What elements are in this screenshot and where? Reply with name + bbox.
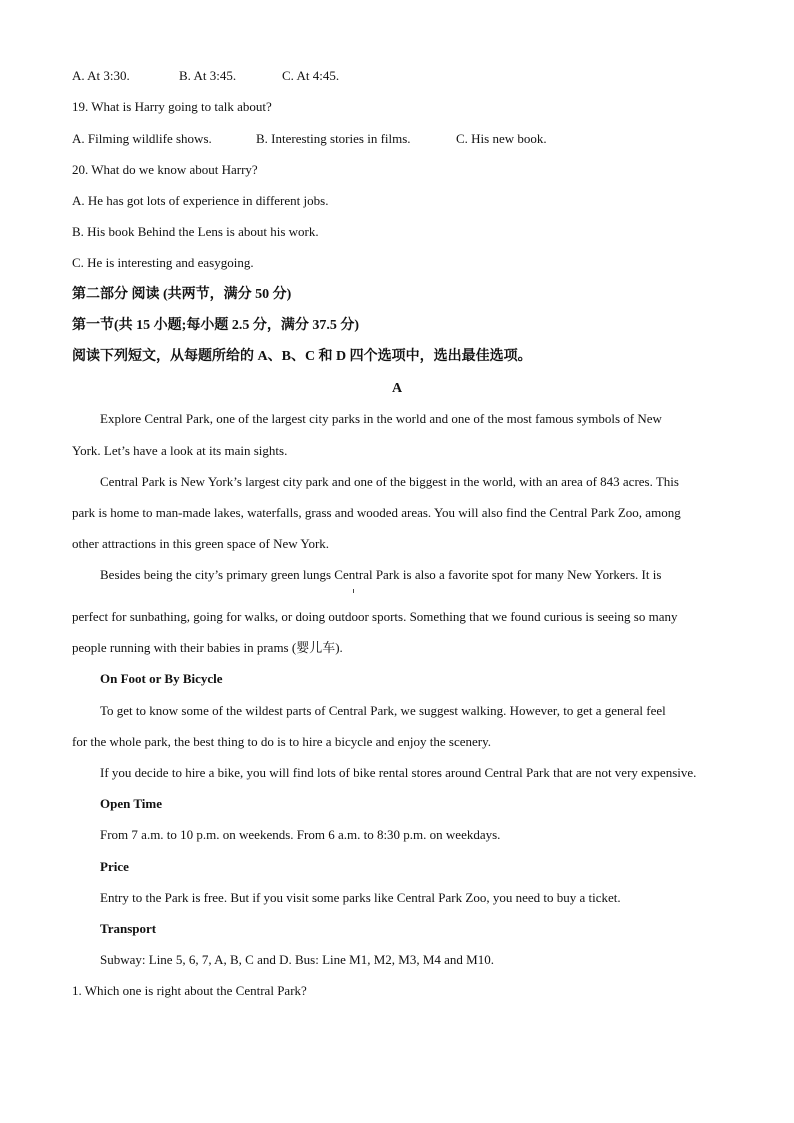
passage-p3-line2: perfect for sunbathing, going for walks, or doing outdoor sports. Something that we found curious is seeing so many [72,609,678,624]
q19-option-a: A. Filming wildlife shows. [72,131,212,146]
q20-option-a: A. He has got lots of experience in different jobs. [72,193,329,208]
passage-p3-line3: people running with their babies in prams (婴儿车). [72,640,343,655]
passage-p2-line3: other attractions in this green space of New York. [72,536,330,551]
q20-question: 20. What do we know about Harry? [72,162,258,177]
passage-p1-line2: York. Let’s have a look at its main sights. [72,443,288,458]
q19-option-c: C. His new book. [456,131,547,146]
passage-p4-line1: To get to know some of the wildest parts of Central Park, we suggest walking. However, to get a general feel [100,703,666,718]
heading-price: Price [100,859,129,874]
passage-label: A [391,381,403,396]
q19-options [72,130,547,148]
q18-option-a: A. At 3:30. [72,68,130,83]
heading-open-time: Open Time [100,796,163,811]
passage-p2-line2: park is home to man-made lakes, waterfalls, grass and wooded areas. You will also find the Central Park Zoo, among [72,505,681,520]
q18-options [72,67,339,85]
open-time-text: From 7 a.m. to 10 p.m. on weekends. From 6 a.m. to 8:30 p.m. on weekdays. [100,827,501,842]
q19-question: 19. What is Harry going to talk about? [72,99,272,114]
transport-text: Subway: Line 5, 6, 7, A, B, C and D. Bus: Line M1, M2, M3, M4 and M10. [100,952,494,967]
q18-option-c: C. At 4:45. [282,68,340,83]
passage-p4-line2: for the whole park, the best thing to do is to hire a bicycle and enjoy the scenery. [72,734,492,749]
q1-question: 1. Which one is right about the Central Park? [72,983,307,998]
part-heading: 第二部分 阅读 (共两节，满分 50 分) [72,287,292,302]
instructions: 阅读下列短文，从每题所给的 A、B、C 和 D 四个选项中，选出最佳选项。 [72,349,532,364]
heading-on-foot: On Foot or By Bicycle [100,671,223,686]
passage-p2-line1: Central Park is New York’s largest city park and one of the biggest in the world, with an area of 843 acres. This [100,474,679,489]
q18-option-b: B. At 3:45. [179,68,237,83]
comma-mark [353,589,354,593]
sub-heading: 第一节(共 15 小题;每小题 2.5 分，满分 37.5 分) [72,318,359,333]
passage-p5-line1: If you decide to hire a bike, you will find lots of bike rental stores around Central Park that are not very expensive. [100,765,697,780]
price-text: Entry to the Park is free. But if you visit some parks like Central Park Zoo, you need to buy a ticket. [100,890,621,905]
q19-option-b: B. Interesting stories in films. [256,131,411,146]
q20-option-c: C. He is interesting and easygoing. [72,255,254,270]
q20-option-b: B. His book Behind the Lens is about his work. [72,224,319,239]
heading-transport: Transport [100,921,157,936]
passage-p3-line1: Besides being the city’s primary green lungs Central Park is also a favorite spot for many New Yorkers. It is [100,567,662,582]
passage-p1-line1: Explore Central Park, one of the largest city parks in the world and one of the most famous symbols of New [100,411,662,426]
